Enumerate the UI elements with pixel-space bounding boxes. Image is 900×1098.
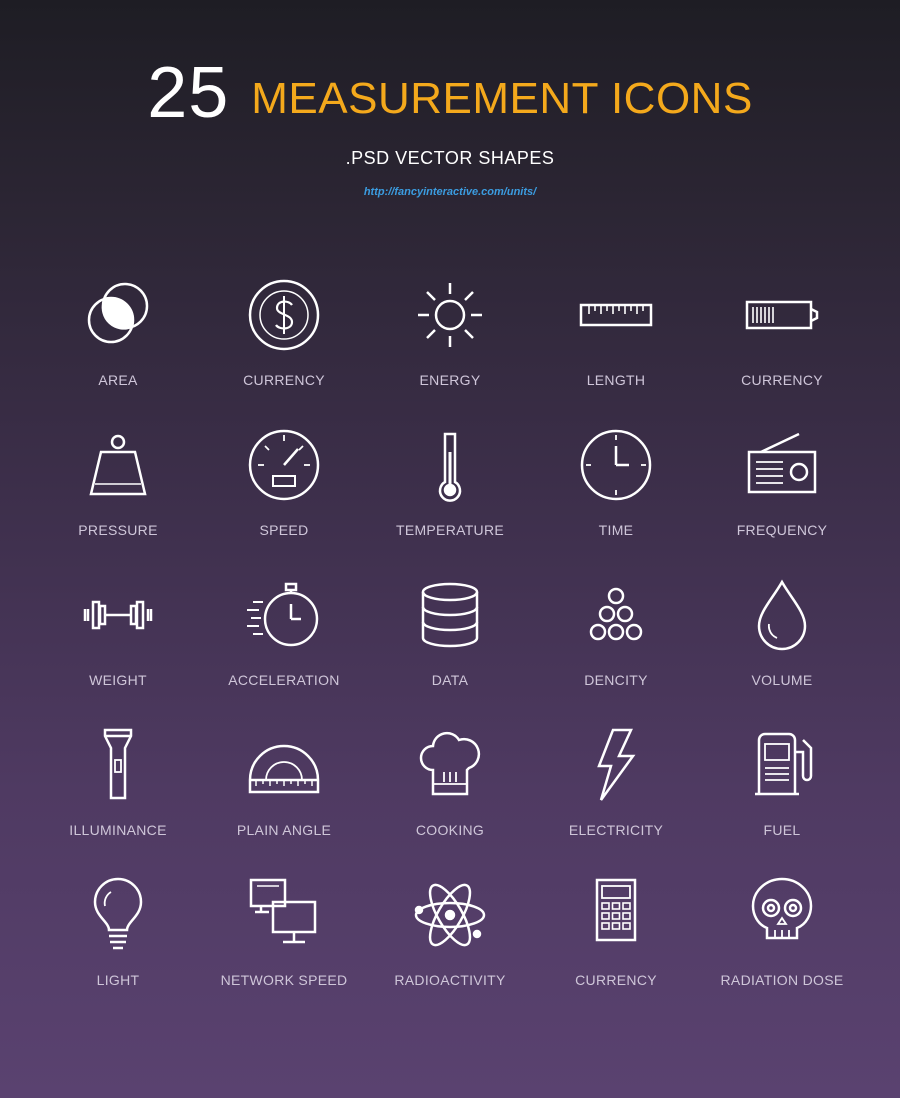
icon-label: TIME [598,522,634,538]
icon-label: CURRENCY [243,372,325,388]
skull-icon [739,872,825,958]
icon-label: TEMPERATURE [395,522,505,538]
icon-cell-fuel [699,722,865,872]
sun-icon [407,272,493,358]
icon-label: DATA [431,672,469,688]
icon-cell-illuminance [35,722,201,872]
ruler-icon [573,272,659,358]
source-link[interactable]: http://fancyinteractive.com/units/ [363,186,537,198]
icon-label: DENCITY [584,672,648,688]
icon-cell-length [533,272,699,422]
drop-icon [739,572,825,658]
icon-label: COOKING [415,822,485,838]
icon-cell-temperature [367,422,533,572]
thermometer-icon [407,422,493,508]
icon-cell-energy [367,272,533,422]
clock-icon [573,422,659,508]
icon-label: ILLUMINANCE [69,822,167,838]
icon-cell-radiation-dose [699,872,865,1022]
database-icon [407,572,493,658]
icon-label: CURRENCY [741,372,823,388]
icon-label: AREA [98,372,138,388]
icon-cell-speed [201,422,367,572]
icon-cell-time [533,422,699,572]
fuel-pump-icon [739,722,825,808]
icon-cell-area [35,272,201,422]
network-icon [241,872,327,958]
icon-cell-volume [699,572,865,722]
icon-label: PLAIN ANGLE [236,822,332,838]
title-text: MEASUREMENT ICONS [251,74,753,123]
area-icon [75,272,161,358]
icon-cell-frequency [699,422,865,572]
icon-label: NETWORK SPEED [220,972,348,988]
atom-icon [407,872,493,958]
icon-cell-acceleration [201,572,367,722]
icon-cell-pressure [35,422,201,572]
weight-icon [75,422,161,508]
light-bulb-icon [75,872,161,958]
icon-cell-light [35,872,201,1022]
icon-cell-electricity [533,722,699,872]
title-number: 25 [147,53,230,133]
icon-cell-plain-angle [201,722,367,872]
icon-cell-network-speed [201,872,367,1022]
icon-label: PRESSURE [78,522,158,538]
icon-label: FREQUENCY [736,522,828,538]
icon-label: SPEED [259,522,309,538]
icon-cell-data [367,572,533,722]
icon-cell-density [533,572,699,722]
subtitle: .PSD VECTOR SHAPES [345,148,555,168]
calculator-icon [573,872,659,958]
icon-cell-currency [201,272,367,422]
battery-icon [739,272,825,358]
speedometer-icon [241,422,327,508]
icon-cell-weight [35,572,201,722]
page-title [0,52,900,134]
icon-cell-currency-calculator [533,872,699,1022]
protractor-icon [241,722,327,808]
icon-label: LENGTH [586,372,646,388]
icon-label: ENERGY [419,372,481,388]
icon-label: RADIATION DOSE [720,972,844,988]
icon-label: LIGHT [96,972,140,988]
dots-pyramid-icon [573,572,659,658]
dollar-coin-icon [241,272,327,358]
icon-cell-cooking [367,722,533,872]
lightning-icon [573,722,659,808]
icon-label: ACCELERATION [228,672,340,688]
stopwatch-icon [241,572,327,658]
icon-label: RADIOACTIVITY [394,972,506,988]
dumbbell-icon [75,572,161,658]
chef-hat-icon [407,722,493,808]
icon-label: FUEL [763,822,801,838]
flashlight-icon [75,722,161,808]
icon-label: WEIGHT [89,672,147,688]
icon-cell-currency-battery [699,272,865,422]
radio-icon [739,422,825,508]
icon-cell-radioactivity [367,872,533,1022]
icon-label: CURRENCY [575,972,657,988]
icon-label: ELECTRICITY [568,822,664,838]
header [0,0,900,240]
icon-label: VOLUME [751,672,813,688]
